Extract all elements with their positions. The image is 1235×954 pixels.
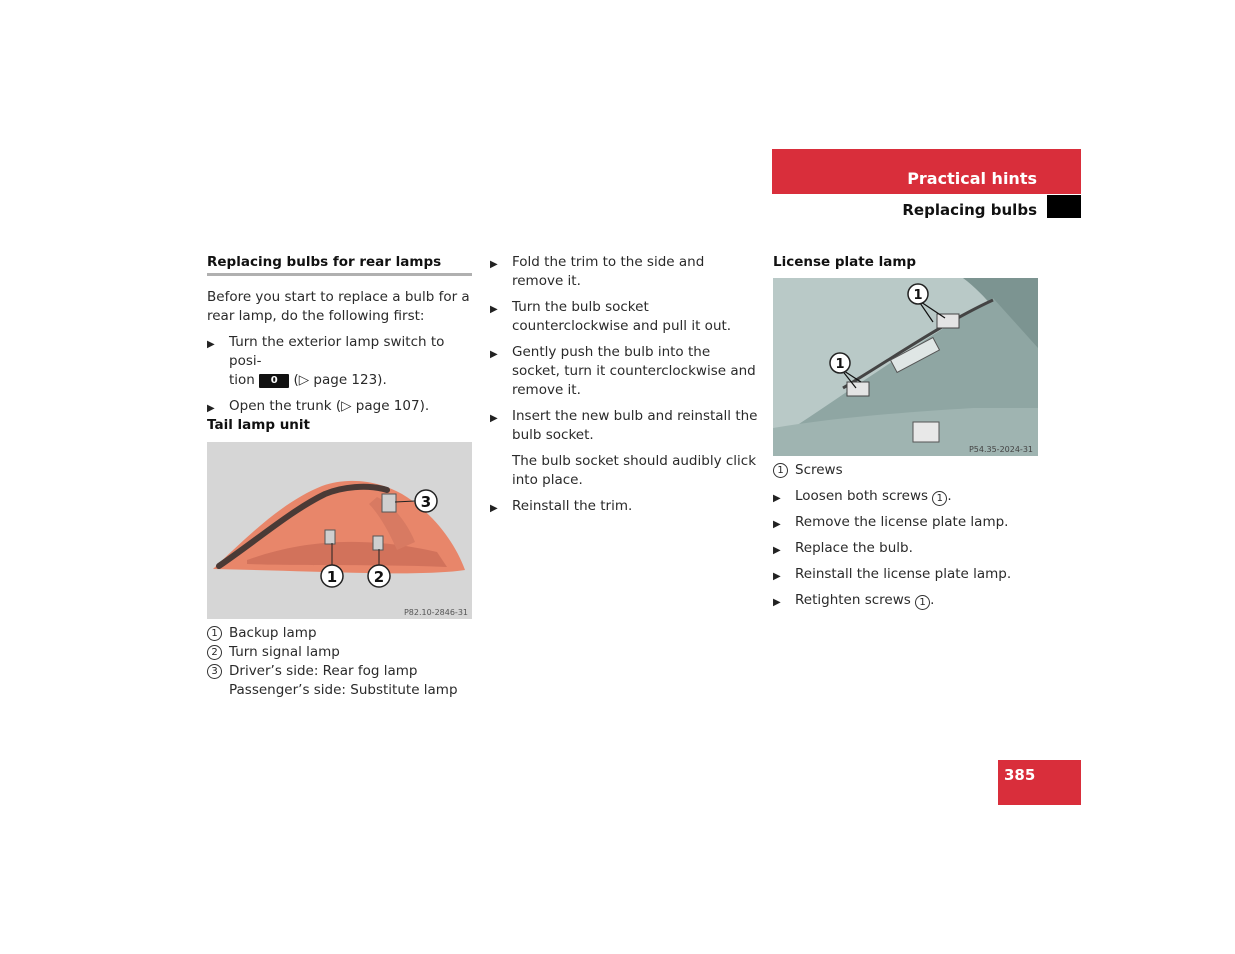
legend-item (207, 662, 475, 681)
legend-number: 2 (207, 645, 222, 660)
bullet-arrow-icon: ▶ (773, 571, 781, 582)
legend-item-continued (207, 681, 475, 700)
legend-text: Backup lamp (229, 625, 317, 641)
step-text: Retighten screws (795, 592, 911, 608)
step-text: Reinstall the trim. (512, 498, 633, 514)
list-item (490, 407, 758, 445)
page-subtitle: Replacing bulbs (902, 201, 1037, 219)
list-item (207, 333, 473, 390)
list-item (773, 513, 1041, 532)
legend-text: Screws (795, 462, 843, 478)
bullet-arrow-icon: ▶ (490, 304, 498, 315)
switch-position-key: 0 (259, 374, 289, 388)
tail-lamp-illustration (207, 442, 472, 619)
inline-reference-number: 1 (915, 595, 930, 610)
bullet-text-line2-pre: tion (229, 372, 255, 388)
list-item (207, 397, 473, 416)
list-item (773, 487, 1041, 506)
list-item (490, 343, 758, 400)
rear-lamps-heading: Replacing bulbs for rear lamps (207, 254, 442, 270)
list-item (773, 591, 1041, 610)
callout-1: 1 (326, 568, 338, 586)
tail-lamp-heading: Tail lamp unit (207, 417, 311, 433)
step-text: Loosen both screws (795, 488, 929, 504)
step-text-end: . (947, 488, 952, 504)
license-plate-illustration (773, 278, 1038, 456)
figure-code: P82.10-2846-31 (403, 608, 468, 617)
bullet-arrow-icon: ▶ (490, 413, 498, 424)
legend-text: Turn signal lamp (229, 644, 340, 660)
list-item (773, 539, 1041, 558)
step-text: Turn the bulb socket counterclockwise and pull it out. (512, 299, 732, 334)
callout-1-lower: 1 (835, 357, 845, 372)
legend-text: Passenger’s side: Substitute lamp (229, 682, 458, 698)
step-text: Remove the license plate lamp. (795, 514, 1009, 530)
bullet-arrow-icon: ▶ (207, 339, 215, 350)
bullet-arrow-icon: ▶ (773, 597, 781, 608)
list-item (773, 565, 1041, 584)
inline-reference-number: 1 (932, 491, 947, 506)
legend-number: 3 (207, 664, 222, 679)
section-banner (772, 149, 1081, 194)
license-plate-heading: License plate lamp (773, 254, 917, 270)
legend-item (207, 643, 475, 662)
tail-lamp-legend (207, 624, 475, 700)
bullet-text: Open the trunk (▷ page 107). (229, 398, 430, 414)
left-column (207, 253, 475, 272)
list-item (490, 298, 758, 336)
legend-item (773, 461, 1041, 480)
list-item (490, 497, 758, 516)
page-reference: (▷ page 123). (293, 372, 387, 388)
legend-number: 1 (773, 463, 788, 478)
step-text: Insert the new bulb and reinstall the bulb socket. (512, 408, 758, 443)
note-text: The bulb socket should audibly click into place. (512, 453, 757, 488)
bullet-arrow-icon: ▶ (490, 259, 498, 270)
legend-item (207, 624, 475, 643)
page-number: 385 (1004, 766, 1036, 784)
bullet-arrow-icon: ▶ (773, 493, 781, 504)
section-title: Practical hints (907, 169, 1037, 188)
thumb-tab-marker (1047, 195, 1081, 218)
list-item (490, 253, 758, 291)
license-plate-figure (773, 278, 1038, 456)
bullet-arrow-icon: ▶ (490, 503, 498, 514)
legend-text: Driver’s side: Rear fog lamp (229, 663, 418, 679)
callout-2: 2 (373, 568, 385, 586)
step-text: Gently push the bulb into the socket, turn it counterclockwise and remove it. (512, 344, 756, 398)
step-text: Reinstall the license plate lamp. (795, 566, 1012, 582)
bullet-arrow-icon: ▶ (207, 403, 215, 414)
bullet-text-line1: Turn the exterior lamp switch to posi- (229, 334, 445, 369)
bullet-arrow-icon: ▶ (490, 349, 498, 360)
callout-3: 3 (420, 493, 432, 511)
right-instructions (773, 461, 1041, 617)
step-text: Replace the bulb. (795, 540, 913, 556)
bullet-arrow-icon: ▶ (773, 519, 781, 530)
legend-number: 1 (207, 626, 222, 641)
tail-lamp-figure (207, 442, 472, 619)
step-text-end: . (930, 592, 935, 608)
bullet-arrow-icon: ▶ (773, 545, 781, 556)
page-number-box (998, 760, 1081, 805)
middle-column (490, 253, 758, 523)
callout-1-upper: 1 (913, 288, 923, 303)
intro-text: Before you start to replace a bulb for a rear lamp, do the following first: (207, 289, 470, 324)
heading-rule (207, 273, 472, 276)
step-text: Fold the trim to the side and remove it. (512, 254, 705, 289)
figure-code: P54.35-2024-31 (968, 445, 1033, 454)
left-instructions (207, 288, 473, 423)
